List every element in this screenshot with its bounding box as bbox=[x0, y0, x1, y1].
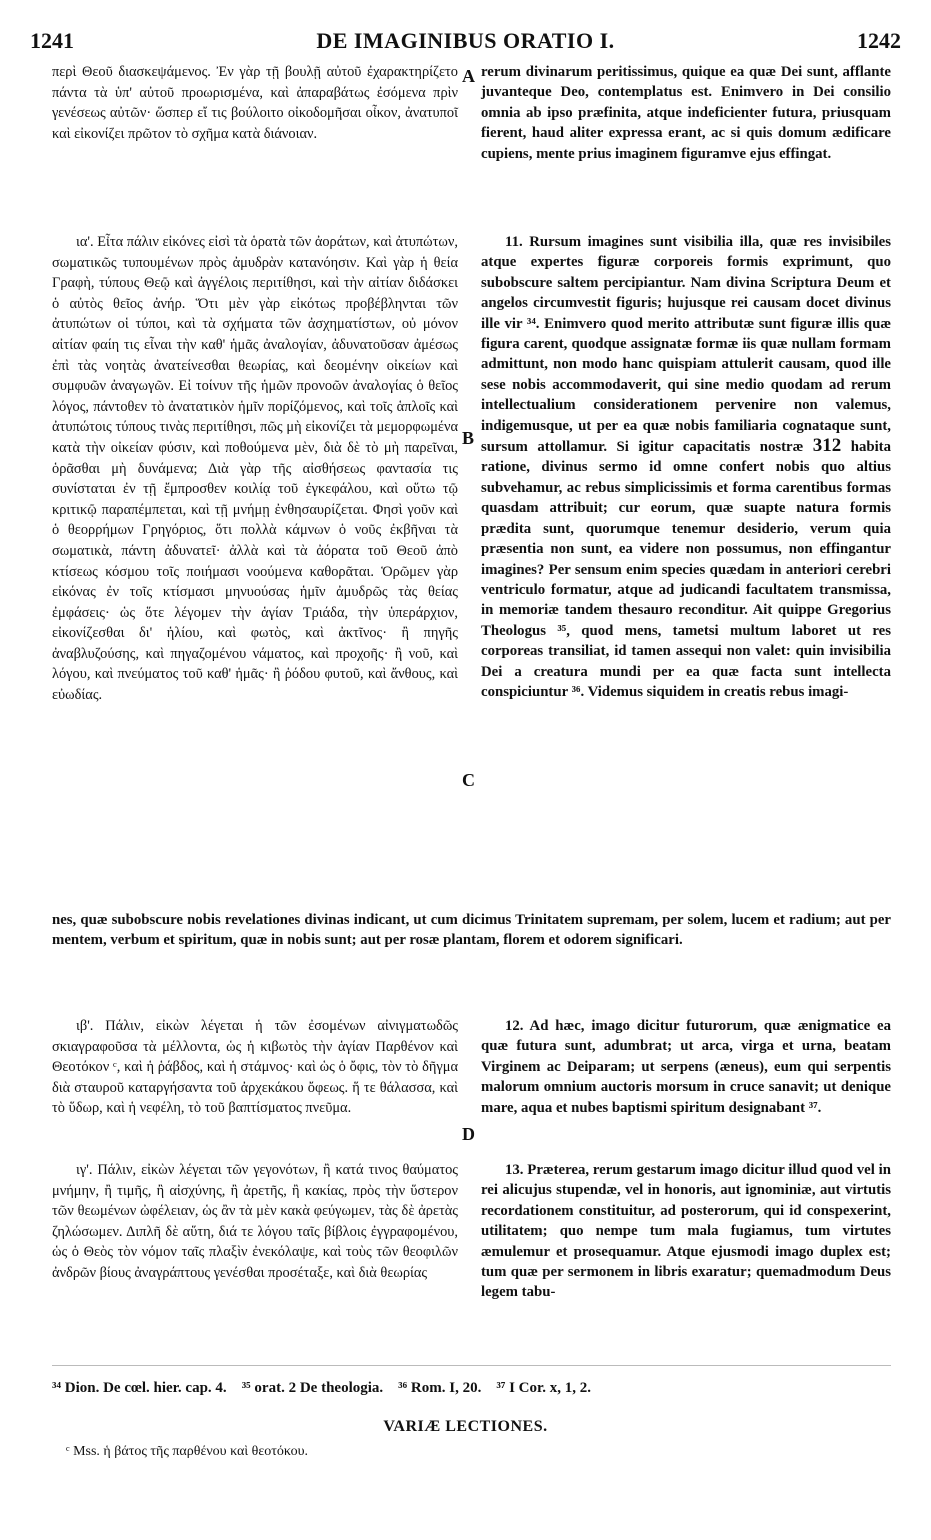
greek-text-2: ια'. Εἶτα πάλιν εἰκόνες εἰσὶ τὰ ὁρατὰ τῶν ἀοράτων, καὶ ἀτυπώτων, σωματικῶς τυπουμένων πρὸς ἀμυδρὰν κατανόησιν. Καὶ γὰρ ἡ θεία Γραφὴ, τύπους Θεῷ καὶ ἀγγέλοις περιτίθησι, καὶ τὴν αἰτίαν διδάσκει ὁ αὐτὸς θεῖος ἀνήρ. Ὅτι μὲν γὰρ εἰκότως προβέβληνται τῶν ἀτυπώτων οἱ τύποι, καὶ τὰ σχήματα τῶν ἀσχηματίστων, οὐ μόνον αἰτίαν φαίη τις εἶναι τὴν καθ' ἡμᾶς ἀναλογίαν, ἀδυνατοῦσαν ἀμέσως ἐπὶ τὰς νοητὰς ἀνατείνεσθαι θεωρίας, καὶ δεομένην οἰκείων καὶ συμφυῶν ἀναγωγῶν. Εἰ τοίνυν τῆς ἡμῶν προνοῶν ἀναλογίας ὁ θεῖος λόγος, πάντοθεν τὸ ἀνατατικὸν ἡμῖν πορίζόμενος, καὶ τοῖς ἁπλοῖς καὶ ἀτυπώτοις τύπους τινὰς περιτίθησι, πῶς μὴ εἰκονίζει τὰ μεμορφωμένα κατὰ τὴν οἰκείαν φύσιν, καὶ ποθούμενα μὲν, διὰ δὲ τὸ μὴ παρεῖναι, ὁρᾶσθαι μὴ δυνάμενα; Διὰ γὰρ τῆς αἰσθήσεως φαντασία τις συνίσταται ἐν τῇ ἔμπροσθεν κοιλίᾳ τοῦ ἐγκεφάλου, καὶ οὕτω τῷ κριτικῷ παραπέμπεται, καὶ τῇ μνήμῃ ἐνθησαυρίζεται. Φησὶ γοῦν καὶ ὁ θεορρήμων Γρηγόριος, ὅτι πολλὰ κάμνων ὁ νοῦς ἐκβῆναι τὰ σωματικὰ, πάντη ἀδυνατεῖ· ἀλλὰ καὶ τὰ ἀόρατα τοῦ Θεοῦ ἀπὸ κτίσεως κόσμου τοῖς ποιήμασι νοούμενα καθορᾶται. Ὁρῶμεν γὰρ εἰκόνας ἐν τοῖς κτίσμασι μηνυούσας ἡμῖν ἀμυδρῶς τὰς θείας ἐμφάσεις· ὡς ὅτε λέγομεν τὴν ἁγίαν Τριάδα, τὴν ὑπεράρχιον, εἰκονίζεσθαι δι' ἡλίου, καὶ φωτὸς, καὶ ἀκτῖνος· ἢ πηγῆς ἀναβλυζούσης, καὶ πηγαζομένου νάματος, καὶ προχοῆς· ἢ νοῦ, καὶ λόγου, καὶ πνεύματος τοῦ καθ' ἡμᾶς· ἢ ῥόδου φυτοῦ, καὶ ἄνθους, καὶ εὐωδίας. bbox=[52, 234, 458, 704]
latin-full-text: nes, quæ subobscure nobis revelationes divinas indicant, ut cum dicimus Trinitatem supremam, per solem, lucem et radium; aut per mentem, verbum et spiritum, quæ in nobis sunt; aut per rosæ plantam, florem et odorem significari. bbox=[52, 912, 891, 949]
greek-para-1 bbox=[52, 62, 458, 144]
margin-letter-d: D bbox=[462, 1124, 475, 1144]
latin-para-4 bbox=[481, 1160, 891, 1303]
greek-text-1: περὶ Θεοῦ διασκεψάμενος. Ἐν γὰρ τῇ βουλῇ αὐτοῦ ἐχαρακτηρίζετο πάντα τὰ ὑπ' αὐτοῦ προωρισμένα, καὶ ἀπαραβάτως ἐσόμενα πρὶν γενέσεως αὐτῶν· ὥσπερ εἴ τις βούλοιτο οἰκοδομῆσαι οἶκον, ἀνατυποῖ καὶ εἰκονίζει πρῶτον τὸ σχῆμα κατὰ διάνοιαν. bbox=[52, 64, 458, 142]
greek-text-3: ιβ'. Πάλιν, εἰκὼν λέγεται ἡ τῶν ἐσομένων αἰνιγματωδῶς σκιαγραφοῦσα τὰ μέλλοντα, ὡς ἡ κιβωτὸς τὴν ἁγίαν Παρθένον καὶ Θεοτόκον ᶜ, καὶ ἡ ῥάβδος, καὶ ἡ στάμνος· καὶ ὡς ὁ ὄφις, τὸν τὸ δῆγμα διὰ σταυροῦ καταργήσαντα τοῦ ἀρχεκάκου ὄφεως. ἥ τε θάλασσα, καὶ τὸ ὕδωρ, καὶ ἡ νεφέλη, τὸ τοῦ βαπτίσματος πνεῦμα. bbox=[52, 1018, 458, 1117]
margin-letter-b: B bbox=[462, 428, 475, 448]
footnote-34: ³⁴ Dion. De cœl. hier. cap. 4. bbox=[52, 1380, 227, 1396]
footnote-divider bbox=[52, 1365, 891, 1366]
running-header bbox=[30, 28, 901, 54]
latin-para-2 bbox=[481, 232, 891, 702]
footnote-35: ³⁵ orat. 2 De theologia. bbox=[241, 1380, 384, 1396]
latin-text-3: 12. Ad hæc, imago dicitur futurorum, quæ ænigmatice ea quæ futura sunt, adumbrat; ut arca, virga et urna, beatam Virginem ac Deiparam; ut serpens (æneus), eum qui serpentis malorum omnium auctoris morsum in cruce sanavit; ut denique mare, aqua et nubes baptismi spiritum designabant ³⁷. bbox=[481, 1018, 891, 1116]
footnotes bbox=[52, 1380, 891, 1397]
footnote-36: ³⁶ Rom. I, 20. bbox=[398, 1380, 482, 1396]
footnote-37: ³⁷ I Cor. x, 1, 2. bbox=[496, 1380, 592, 1396]
margin-letter-c: C bbox=[462, 770, 475, 790]
latin-text-1: rerum divinarum peritissimus, quique ea quæ Dei sunt, afflante juvanteque Deo, contemplatus est. Enimvero in Dei consilio omnia ab ipso præfinita, atque indeficienter futura, priusquam fierent, haud aliter expressa erant, ac si quis domum ædificare cupiens, mente prius imaginem figuramve ejus effingat. bbox=[481, 64, 891, 162]
margin-letter-a: A bbox=[462, 66, 475, 86]
greek-text-4: ιγ'. Πάλιν, εἰκὼν λέγεται τῶν γεγονότων, ἢ κατά τινος θαύματος μνήμην, ἢ τιμῆς, ἢ αἰσχύνης, ἢ ἀρετῆς, ἢ κακίας, πρὸς τὴν ὕστερον τῶν θεωμένων ὠφέλειαν, ὡς ἂν τὰ μὲν κακὰ φεύγωμεν, τὰς δὲ ἀρετὰς ζηλώσωμεν. Διπλῆ δὲ αὕτη, διά τε λόγου ταῖς βίβλοις ἐγγραφομένου, ὡς ὁ Θεὸς τὸν νόμον ταῖς πλαξὶν ἐνεκόλαψε, καὶ τοὺς τῶν θεοφιλῶν ἀνδρῶν βίους ἀναγράπτους γενέσθαι προσέταξε, καὶ διὰ θεωρίας bbox=[52, 1162, 458, 1281]
greek-para-2 bbox=[52, 232, 458, 706]
page-number-left: 1241 bbox=[30, 28, 74, 53]
page-number-right: 1242 bbox=[857, 28, 901, 53]
latin-text-4: 13. Præterea, rerum gestarum imago dicitur illud quod vel in rei alicujus stupendæ, vel in honoris, aut ignominiæ, aut virtutis recordationem constituitur, ad posterorum, qui id conspexerint, utilitatem; quo nempe tum mala fugiamus, tum virtutes æmulemur et prosequamur. Atque ejusmodi imago duplex est; tum quæ per sermonem in libris exaratur; quemadmodum Deus legem tabu- bbox=[481, 1162, 891, 1301]
latin-para-1 bbox=[481, 62, 891, 164]
full-width-continuation bbox=[52, 910, 891, 951]
greek-para-3 bbox=[52, 1016, 458, 1119]
latin-text-2b: habita ratione, divinus sermo id omne confert nobis quo altius subvehamur, ac rebus simplicissimis et forma carentibus formas quasdam attribuit; cur eorum, quæ suapte natura formis prædita sunt, quorumque tenemur desiderio, verum quia præsentia non sunt, ea videre non possumus, non effingantur imagines? Per sensum enim species quædam in anteriori cerebri ventriculo formatur, atque ad judicandi facultatem transmissa, in memoriæ tandem thesauro reconditur. Ait quippe Gregorius Theologus ³⁵, quod mens, tametsi multum laboret ut res corporeas transiliat, id tamen assequi non valet: quin invisibilia Dei a creatura mundi per ea quæ facta sunt intellecta conspiciuntur ³⁶. Videmus siquidem in creatis rebus imagi- bbox=[481, 439, 892, 700]
variae-lectiones-heading: VARIÆ LECTIONES. bbox=[383, 1418, 548, 1435]
latin-text-2a: 11. Rursum imagines sunt visibilia illa, quæ res invisibiles atque expertes figuræ corporeis formis exprimunt, quo subobscure saltem percipiantur. Nam divina Scriptura Deum et angelos circumvestit figuris; hujusque rei causam docet divinus ille vir ³⁴. Enimvero quod merito attributæ sunt figuræ illis quæ figura carent, quodque assignatæ formæ iis quæ nullam formam admittunt, non modo hanc quispiam attulerit causam, quod ille sese nobis accommodaverit, qui sine medio quodam ad rerum intellectualium considerationem pervenire non valemus, indigemusque, ut per ea quæ nobis familiaria cognataque sunt, sursum attollamur. Si igitur capacitatis nostræ bbox=[481, 234, 891, 456]
running-title: DE IMAGINIBUS ORATIO I. bbox=[316, 28, 615, 53]
greek-para-4 bbox=[52, 1160, 458, 1284]
variae-lectiones-note: ᶜ Mss. ἡ βάτος τῆς παρθένου καὶ θεοτόκου. bbox=[66, 1444, 309, 1459]
latin-para-3 bbox=[481, 1016, 891, 1118]
page-marker-312: 312 bbox=[812, 435, 842, 457]
